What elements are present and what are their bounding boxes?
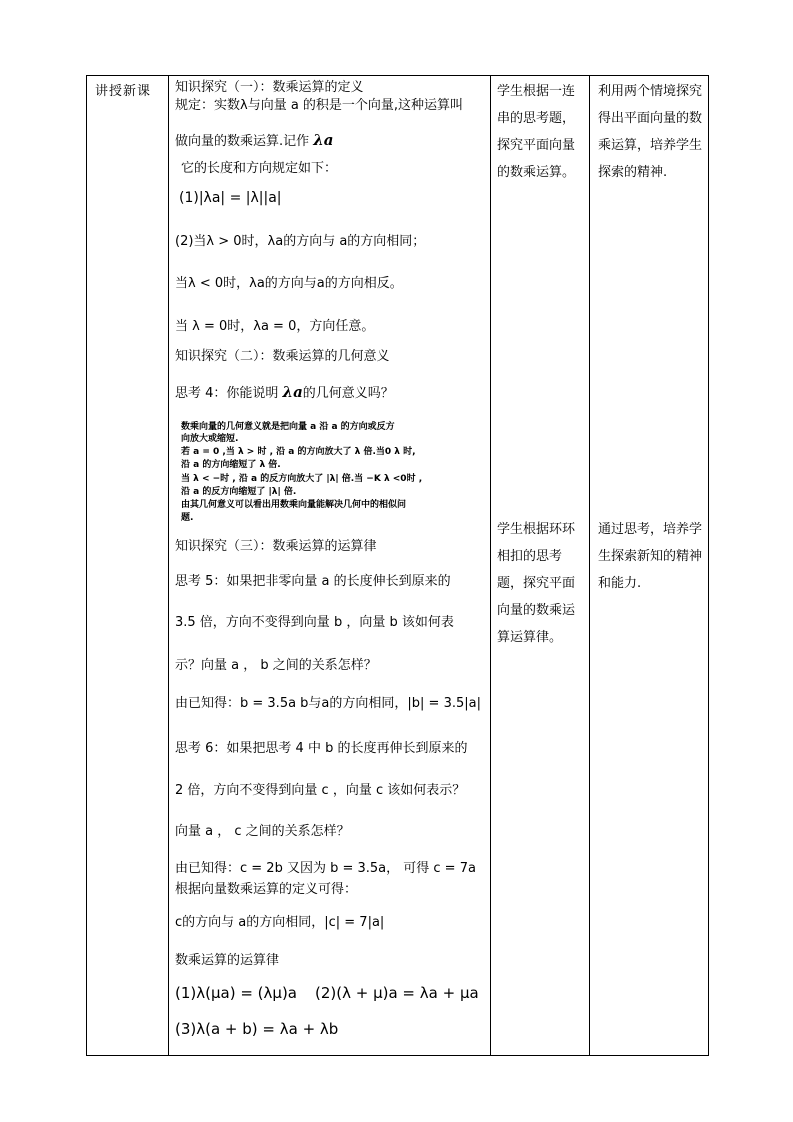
known-2: 由已知得：c = 2b 又因为 b = 3.5a， 可得 c = 7a	[175, 861, 476, 876]
geometric-meaning-4: 沿 a 的方向缩短了 λ 倍.	[181, 460, 281, 470]
section2-title: 知识探究（二）：数乘运算的几何意义	[175, 349, 390, 364]
rule-4: 当 λ = 0时，λa = 0，方向任意。	[175, 319, 375, 334]
geometric-meaning-3: 若 a = 0 ,当 λ > 时 , 沿 a 的方向放大了 λ 倍.当0 λ 时,	[181, 447, 416, 457]
think-6-line-2: 2 倍，方向不变得到向量 c ，向量 c 该如何表示？	[175, 783, 466, 798]
section3-title: 知识探究（三）：数乘运算的运算律	[175, 539, 377, 554]
law-2: (2)(λ + μ)a = λa + μa	[315, 984, 479, 1002]
design-intent-1: 利用两个情境探究得出平面向量的数乘运算，培养学生探索的精神.	[598, 84, 703, 180]
known-4: c的方向与 a的方向相同，|c| = 7|a|	[175, 915, 385, 930]
geometric-meaning-5: 当 λ < −时 , 沿 a 的反方向放大了 |λ| 倍.当 −K λ <0时 ,	[181, 474, 423, 484]
student-activity-1: 学生根据一连串的思考题，探究平面向量的数乘运算。	[497, 84, 576, 180]
think-5-line-3: 示？向量 a ， b 之间的关系怎样？	[175, 658, 377, 673]
think-6-line-3: 向量 a ， c 之间的关系怎样？	[175, 824, 350, 839]
row-label-cell	[87, 76, 169, 1056]
section1-title: 知识探究（一）：数乘运算的定义	[175, 80, 364, 95]
geometric-meaning-1: 数乘向量的几何意义就是把向量 a 沿 a 的方向或反方	[181, 422, 395, 432]
law-3: (3)λ(a + b) = λa + λb	[175, 1020, 339, 1038]
lesson-table	[86, 75, 709, 1056]
row-label: 讲授新课	[95, 84, 152, 99]
geometric-meaning-8: 题.	[181, 513, 194, 523]
design-intent-2: 通过思考，培养学生探索新知的精神和能力.	[598, 522, 703, 591]
think-4: 思考 4：你能说明 λa的几何意义吗？	[175, 383, 394, 401]
known-1: 由已知得：b = 3.5a b与a的方向相同，|b| = 3.5|a|	[175, 696, 481, 711]
student-activity-cell	[491, 76, 590, 1056]
rule-3: 当λ < 0时，λa的方向与a的方向相反。	[175, 276, 403, 291]
rule-1: (1)|λa| = |λ||a|	[179, 190, 282, 206]
definition-line-1: 规定：实数λ与向量 a 的积是一个向量,这种运算叫	[175, 98, 464, 113]
laws-title: 数乘运算的运算律	[175, 953, 280, 968]
student-activity-2: 学生根据环环相扣的思考题，探究平面向量的数乘运算运算律。	[497, 522, 576, 645]
law-1: (1)λ(μa) = (λμ)a	[175, 984, 297, 1002]
length-direction-intro: 它的长度和方向规定如下：	[181, 161, 338, 176]
notation: λa	[313, 131, 334, 149]
think-5-line-2: 3.5 倍，方向不变得到向量 b ，向量 b 该如何表	[175, 615, 454, 630]
known-3: 根据向量数乘运算的定义可得：	[175, 882, 358, 897]
geometric-meaning-2: 向放大或缩短.	[181, 434, 239, 444]
content-cell	[169, 76, 491, 1056]
geometric-meaning-7: 由其几何意义可以看出用数乘向量能解决几何中的相似问	[181, 500, 407, 510]
design-intent-cell	[590, 76, 709, 1056]
rule-2: (2)当λ > 0时，λa的方向与 a的方向相同；	[175, 234, 426, 249]
think-5-line-1: 思考 5：如果把非零向量 a 的长度伸长到原来的	[175, 574, 451, 589]
definition-line-2: 做向量的数乘运算.记作 λa	[175, 131, 334, 149]
geometric-meaning-6: 沿 a 的反方向缩短了 |λ| 倍.	[181, 487, 297, 497]
think-6-line-1: 思考 6：如果把思考 4 中 b 的长度再伸长到原来的	[175, 741, 468, 756]
